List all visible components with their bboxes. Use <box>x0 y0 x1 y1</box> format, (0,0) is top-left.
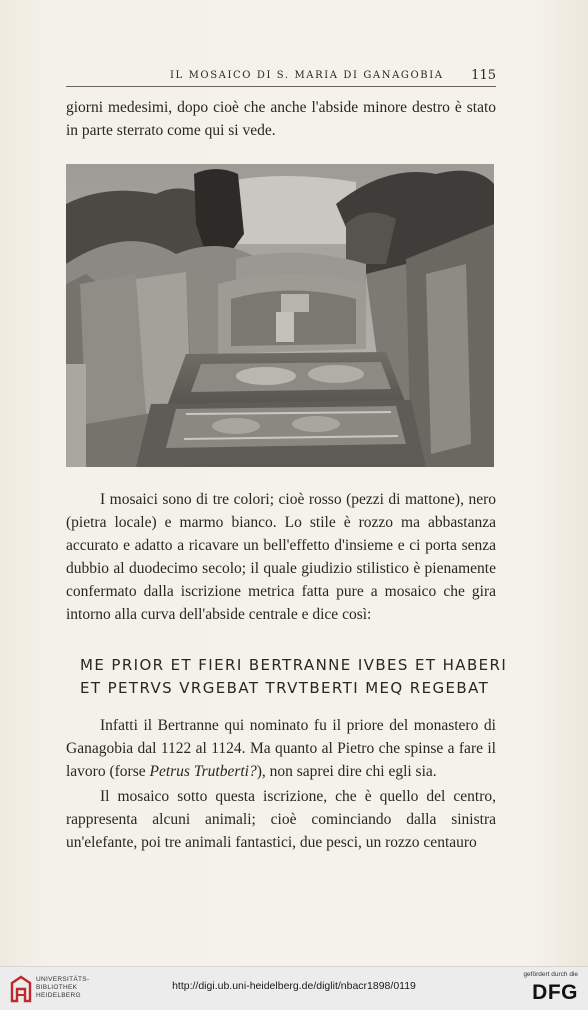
paragraph-mosaico <box>66 785 496 854</box>
paragraph-colors <box>66 488 496 626</box>
dfg-logo: DFG <box>532 981 578 1004</box>
page-number: 115 <box>471 68 496 83</box>
library-name: UNIVERSITÄTS- BIBLIOTHEK HEIDELBERG <box>36 976 90 999</box>
paragraph-intro-text: giorni medesimi, dopo cioè che anche l'abside minore destro è stato in parte sterrato come qui si vede. <box>66 99 496 139</box>
infatti-text-end: ), non saprei dire chi egli sia. <box>256 763 437 780</box>
permalink-url[interactable]: http://digi.ub.uni-heidelberg.de/diglit/nbacr1898/0119 <box>172 980 416 992</box>
running-title: IL MOSAICO DI S. MARIA DI GANAGOBIA <box>170 70 444 81</box>
paragraph-mosaico-text: Il mosaico sotto questa iscrizione, che è quello del centro, rappresenta alcuni animali; cioè cominciando dalla sinistra un'elefante, poi tre animali fantastici, due pesci, un rozzo centauro <box>66 788 496 851</box>
mosaic-inscription <box>80 654 508 700</box>
inscription-line-1: ME PRIOR ET FIERI BERTRANNE IVBES ET HABERI <box>80 656 508 674</box>
paragraph-infatti <box>66 714 496 783</box>
paragraph-infatti-text <box>66 714 496 783</box>
viewer-footer <box>0 966 588 1010</box>
paragraph-intro <box>66 96 496 142</box>
sponsor-caption: gefördert durch die <box>523 971 578 978</box>
excavation-photograph <box>66 164 494 467</box>
inscription-line-2: ET PETRVS VRGEBAT TRVTBERTI MEQ REGEBAT <box>80 679 490 697</box>
running-head <box>66 68 496 87</box>
infatti-italic-name: Petrus Trutberti? <box>149 763 257 780</box>
paragraph-colors-text: I mosaici sono di tre colori; cioè rosso (pezzi di mattone), nero (pietra locale) e marmo bianco. Lo stile è rozzo ma abbastanza accurato e adatto a ricavare un bell'effetto d'insieme e ci porta senza dubbio al duodecimo secolo; il quale giudizio stilistico è pienamente confermato dalla iscrizione metrica fatta pure a mosaico che gira intorno alla curva dell'abside centrale e dice così: <box>66 491 496 623</box>
infatti-text-start: Infatti il Bertranne qui nominato fu il priore del monastero di Ganagobia dal 1122 al 1124. Ma quanto al Pietro che spinse a fare il lavoro (forse <box>66 717 496 780</box>
